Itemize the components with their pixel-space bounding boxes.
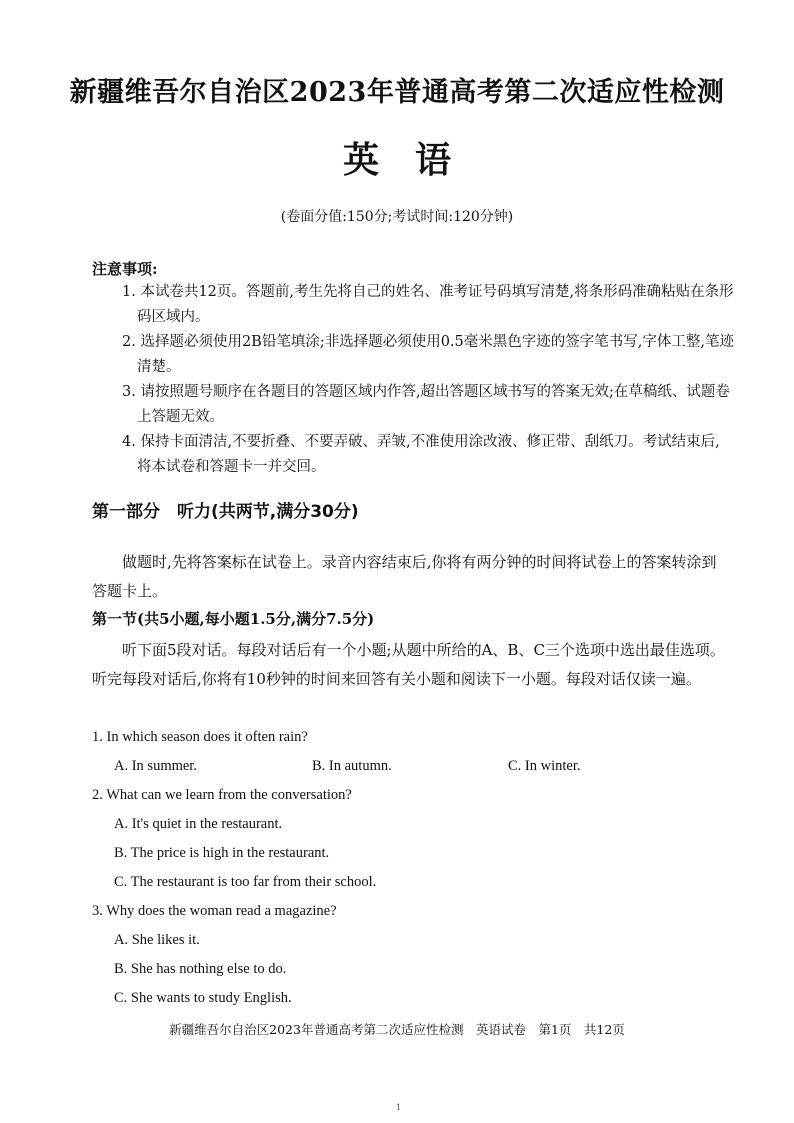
question-2-option-b: B. The price is high in the restaurant. (114, 845, 330, 861)
notice-item-1: 1. 本试卷共12页。答题前,考生先将自己的姓名、准考证号码填写清楚,将条形码准确粘贴在条形码区域内。 (122, 284, 734, 325)
notice-item-4: 4. 保持卡面清洁,不要折叠、不要弄破、弄皱,不准使用涂改液、修正带、刮纸刀。考试结束后,将本试卷和答题卡一并交回。 (122, 434, 720, 475)
section-one-title: 第一节(共5小题,每小题1.5分,满分7.5分) (92, 610, 375, 628)
notice-item-3: 3. 请按照题号顺序在各题目的答题区域内作答,超出答题区域书写的答案无效;在草稿纸、试题卷上答题无效。 (122, 384, 730, 425)
exam-title: 新疆维吾尔自治区2023年普通高考第二次适应性检测 (69, 77, 725, 108)
part-one-intro: 做题时,先将答案标在试卷上。录音内容结束后,你将有两分钟的时间将试卷上的答案转涂到答题卡上。 (92, 553, 717, 600)
question-3-stem: 3. Why does the woman read a magazine? (92, 903, 337, 919)
subject-char-1: 英 (342, 139, 379, 181)
exam-meta: (卷面分值:150分;考试时间:120分钟) (280, 209, 514, 225)
notice-title: 注意事项: (92, 260, 158, 278)
question-3-option-a: A. She likes it. (114, 932, 200, 948)
page-marker: 1 (396, 1103, 402, 1112)
question-3-option-c: C. She wants to study English. (114, 990, 292, 1006)
section-one-intro: 听下面5段对话。每段对话后有一个小题;从题中所给的A、B、C三个选项中选出最佳选项。听完每段对话后,你将有10秒钟的时间来回答有关小题和阅读下一小题。每段对话仅读一遍。 (92, 641, 725, 688)
notice-item-2: 2. 选择题必须使用2B铅笔填涂;非选择题必须使用0.5毫米黑色字迹的签字笔书写,字体工整,笔迹清楚。 (122, 334, 734, 375)
part-one-title: 第一部分 听力(共两节,满分30分) (92, 502, 359, 522)
question-1-option-c: C. In winter. (508, 758, 581, 774)
question-3-option-b: B. She has nothing else to do. (114, 961, 287, 977)
page-footer: 新疆维吾尔自治区2023年普通高考第二次适应性检测 英语试卷 第1页 共12页 (169, 1022, 625, 1037)
question-1-option-b: B. In autumn. (312, 758, 392, 774)
question-2-stem: 2. What can we learn from the conversation? (92, 787, 352, 803)
question-2-option-a: A. It's quiet in the restaurant. (114, 816, 283, 832)
subject-title (0, 132, 794, 183)
question-1-option-a: A. In summer. (114, 758, 197, 774)
notice-list (122, 280, 734, 480)
question-2-option-c: C. The restaurant is too far from their school. (114, 874, 377, 890)
question-1-stem: 1. In which season does it often rain? (92, 729, 308, 745)
subject-char-2: 语 (415, 139, 452, 181)
